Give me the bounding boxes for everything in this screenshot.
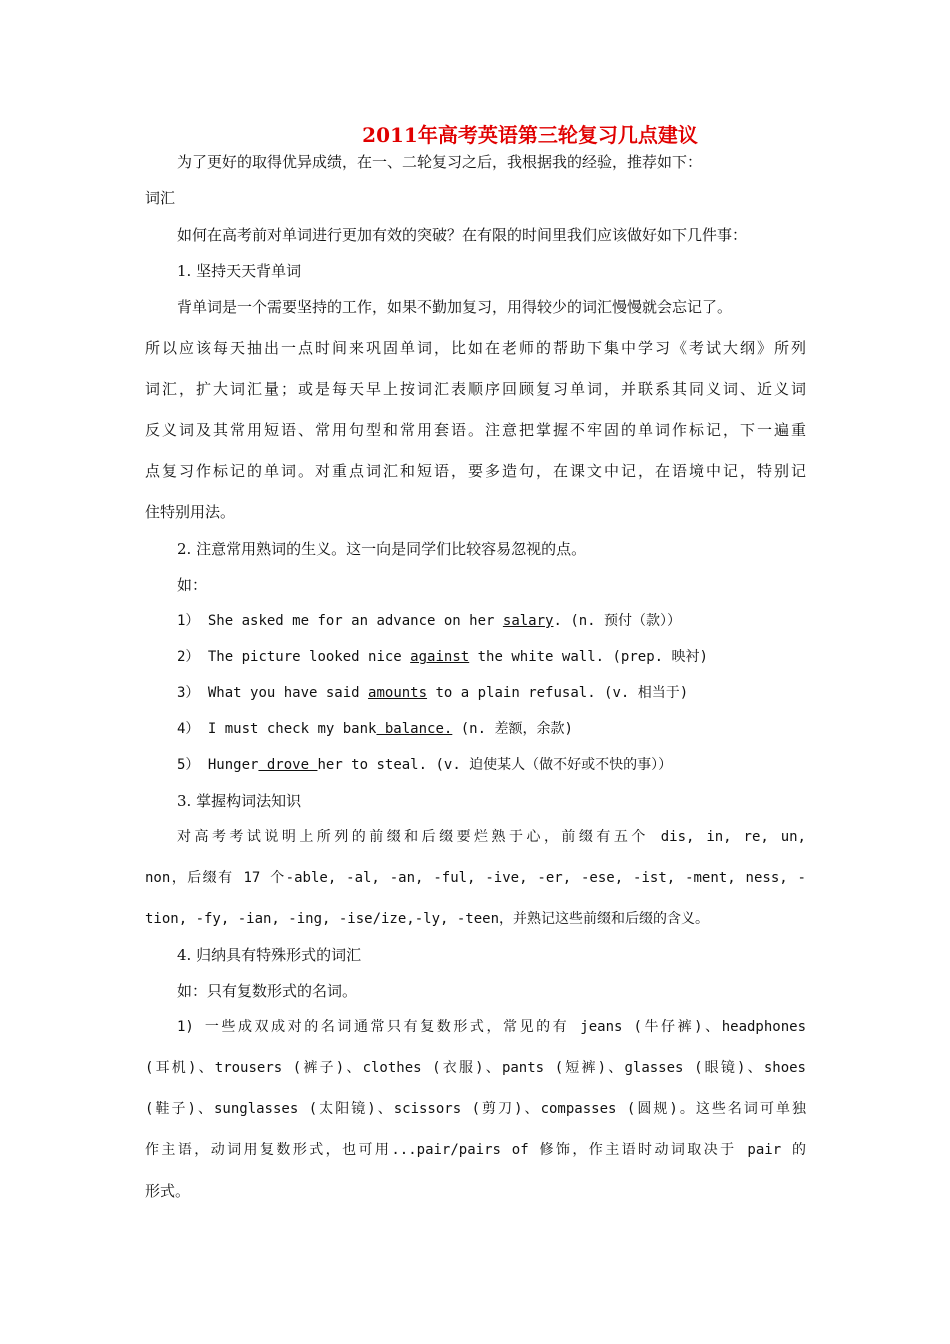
example-number: 3） <box>177 685 200 701</box>
item4-line: 形式。 <box>145 1182 191 1200</box>
item1-line: 点复习作标记的单词。对重点词汇和短语，要多造句，在课文中记，在语境中记，特别记 <box>145 462 806 480</box>
example-number: 2） <box>177 649 200 665</box>
item4-line: (耳机)、trousers (裤子)、clothes (衣服)、pants (短裤)、glasses (眼镜)、shoes <box>145 1060 806 1076</box>
example-line <box>177 755 672 775</box>
example-keyword: salary <box>502 613 554 629</box>
item4-line: (鞋子)、sunglasses (太阳镜)、scissors (剪刀)、compasses (圆规)。这些名词可单独 <box>145 1101 806 1117</box>
example-keyword: against <box>410 649 470 665</box>
example-number: 4） <box>177 721 200 737</box>
example-number: 1） <box>177 613 200 629</box>
example-text: her to steal. (v. 迫使某人（做不好或不快的事）） <box>317 757 673 773</box>
example-keyword: amounts <box>368 685 428 701</box>
example-text: the white wall. (prep. 映衬) <box>469 649 708 665</box>
example-line <box>177 611 681 631</box>
item1-line: 背单词是一个需要坚持的工作，如果不勤加复习，用得较少的词汇慢慢就会忘记了。 <box>177 298 733 316</box>
example-line <box>177 647 708 667</box>
example-text: What you have said <box>207 685 369 701</box>
question-paragraph: 如何在高考前对单词进行更加有效的突破？在有限的时间里我们应该做好如下几件事： <box>177 226 748 244</box>
example-text: She asked me for an advance on her <box>207 613 503 629</box>
item1-line: 所以应该每天抽出一点时间来巩固单词，比如在老师的帮助下集中学习《考试大纲》所列 <box>145 339 806 357</box>
example-keyword: balance. <box>376 721 453 737</box>
item3-line: tion, -fy, -ian, -ing, -ise/ize,-ly, -teen，并熟记这些前缀和后缀的含义。 <box>145 911 710 927</box>
item4-line: 1) 一些成双成对的名词通常只有复数形式，常见的有 jeans (牛仔裤)、headphones <box>177 1019 806 1035</box>
item4-subheading: 如：只有复数形式的名词。 <box>177 982 358 1000</box>
item3-heading: 3. 掌握构词法知识 <box>177 792 302 810</box>
item3-line: 对高考考试说明上所列的前缀和后缀要烂熟于心，前缀有五个 dis, in, re, un, <box>177 829 806 845</box>
example-text: . (n. 预付（款）） <box>553 613 682 629</box>
item1-line: 住特别用法。 <box>145 503 236 521</box>
item1-line: 反义词及其常用短语、常用句型和常用套语。注意把掌握不牢固的单词作标记，下一遍重 <box>145 421 806 439</box>
item2-heading: 2. 注意常用熟词的生义。这一向是同学们比较容易忽视的点。 <box>177 540 587 558</box>
document-title: 2011年高考英语第三轮复习几点建议 <box>362 123 698 147</box>
example-text: (n. 差额，余款) <box>452 721 573 737</box>
item4-heading: 4. 归纳具有特殊形式的词汇 <box>177 946 362 964</box>
example-number: 5） <box>177 757 200 773</box>
example-text: I must check my bank <box>207 721 377 737</box>
item1-line: 词汇，扩大词汇量；或是每天早上按词汇表顺序回顾复习单词，并联系其同义词、近义词 <box>145 380 806 398</box>
example-text: The picture looked nice <box>207 649 411 665</box>
section-heading-vocab: 词汇 <box>145 189 176 207</box>
example-line <box>177 683 688 703</box>
example-line <box>177 719 573 739</box>
intro-paragraph: 为了更好的取得优异成绩，在一、二轮复习之后，我根据我的经验，推荐如下： <box>177 153 703 171</box>
example-text: Hunger <box>207 757 259 773</box>
example-label: 如： <box>177 576 208 594</box>
item1-heading: 1. 坚持天天背单词 <box>177 262 302 280</box>
example-text: to a plain refusal. (v. 相当于) <box>427 685 689 701</box>
item4-line: 作主语，动词用复数形式，也可用...pair/pairs of 修饰，作主语时动词取决于 pair 的 <box>145 1142 806 1158</box>
example-keyword: drove <box>258 757 318 773</box>
item3-line: non，后缀有 17 个-able, -al, -an, -ful, -ive, -er, -ese, -ist, -ment, ness, - <box>145 870 806 886</box>
